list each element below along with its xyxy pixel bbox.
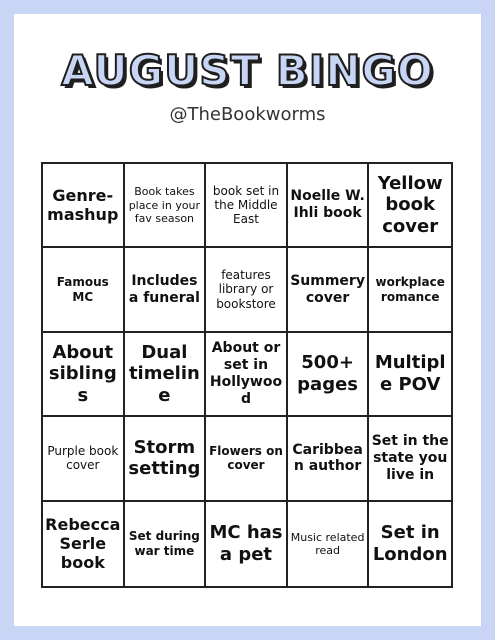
bingo-cell[interactable]: About or set in Hollywood [206,333,288,417]
bingo-cell[interactable]: Set during war time [125,502,207,586]
bingo-cell[interactable]: Genre-mashup [43,164,125,248]
bingo-cell[interactable]: Multiple POV [369,333,451,417]
bingo-cell[interactable]: features library or bookstore [206,248,288,332]
bingo-cell[interactable]: Caribbean author [288,417,370,501]
bingo-cell[interactable]: Set in London [372,522,448,565]
author-handle: @TheBookworms [169,104,326,125]
bingo-cell[interactable]: Famous MC [43,248,125,332]
bingo-card [14,14,481,626]
page-title: AUGUST BINGO [61,46,434,95]
bingo-cell[interactable]: Rebecca Serle book [43,502,125,586]
bingo-cell[interactable]: Book takes place in your fav season [125,164,207,248]
bingo-cell[interactable]: Music related read [288,502,370,586]
bingo-grid [41,162,453,588]
bingo-cell[interactable]: MC has a pet [206,502,288,586]
bingo-cell[interactable]: Flowers on cover [206,417,288,501]
bingo-cell[interactable]: Yellow book cover [369,164,451,248]
bingo-cell[interactable]: About siblings [43,333,125,417]
bingo-cell[interactable]: 500+ pages [288,333,370,417]
bingo-cell[interactable]: Purple book cover [43,417,125,501]
bingo-cell[interactable]: Dual timeline [125,333,207,417]
bingo-cell[interactable]: Set in the state you live in [369,417,451,501]
bingo-cell[interactable]: Summery cover [288,248,370,332]
bingo-cell[interactable]: Noelle W. Ihli book [288,164,370,248]
bingo-cell[interactable]: Storm setting [125,417,207,501]
bingo-cell[interactable]: Includes a funeral [125,248,207,332]
bingo-cell[interactable]: book set in the Middle East [206,164,288,248]
bingo-cell[interactable]: workplace romance [369,248,451,332]
